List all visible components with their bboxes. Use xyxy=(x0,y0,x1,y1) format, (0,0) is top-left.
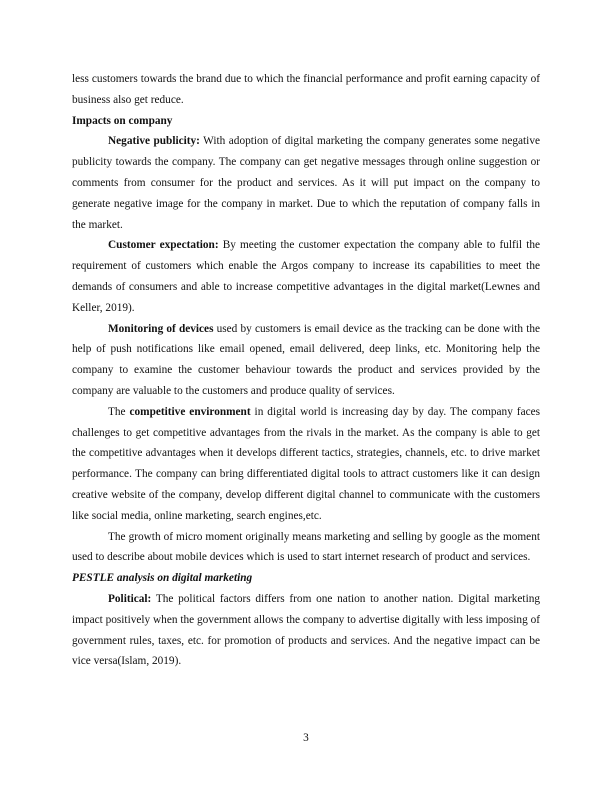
lead-competitive-environment: competitive environment xyxy=(129,405,251,418)
text-competitive-environment: in digital world is increasing day by day. The company faces challenges to get competitive advantages from the rivals in the market. As the company is able to get the competitive advantages when it develops different tactics, strategies, channels, etc. to drive market performance. The company can bring differentiated digital tools to attract customers like it can design creative website of the company, develop different digital channel to communicate with the customers like social media, online marketing, search engines,etc. xyxy=(72,405,541,522)
paragraph-intro: less customers towards the brand due to which the financial performance and profit earning capacity of business also get reduce. xyxy=(72,73,540,106)
text-monitoring-devices: used by customers is email device as the tracking can be done with the help of push notifications like email opened, email delivered, deep links, etc. Monitoring help the company to examine the customer behaviour towards the product and services provided by the company are valuable to the customers and produce quality of services. xyxy=(72,322,540,397)
lead-negative-publicity: Negative publicity: xyxy=(108,135,200,148)
lead-political: Political: xyxy=(108,592,152,605)
paragraph-negative-publicity xyxy=(72,131,540,235)
heading-impacts-on-company: Impacts on company xyxy=(72,114,173,127)
paragraph-competitive-environment xyxy=(72,402,540,527)
paragraph-micro-moment: The growth of micro moment originally means marketing and selling by google as the moment used to describe about mobile devices which is used to start internet research of product and services. xyxy=(72,530,540,564)
body-text xyxy=(72,69,540,672)
paragraph-customer-expectation xyxy=(72,235,540,318)
pre-competitive-environment: The xyxy=(108,405,130,418)
text-political: The political factors differs from one nation to another nation. Digital marketing impact positively when the government allows the company to advertise digitally with less imposing of government rules, taxes, etc. for promotion of products and services. And the negative impact can be vice versa(Islam, 2019). xyxy=(72,592,540,668)
lead-customer-expectation: Customer expectation: xyxy=(108,239,219,252)
text-negative-publicity: With adoption of digital marketing the company generates some negative publicity towards the company. The company can get negative messages through online suggestion or comments from consumer for the product and services. As it will put impact on the company to generate negative image for the company in market. Due to which the reputation of company falls in the market. xyxy=(72,135,540,231)
paragraph-political xyxy=(72,589,540,672)
heading-pestle-analysis: PESTLE analysis on digital marketing xyxy=(72,572,253,585)
lead-monitoring-devices: Monitoring of devices xyxy=(108,322,214,335)
text-customer-expectation: By meeting the customer expectation the company able to fulfil the requirement of customers which enable the Argos company to increase its capabilities to meet the demands of consumers and able to increase competitive advantages in the digital market(Lewnes and Keller, 2019). xyxy=(72,239,540,314)
page-number: 3 xyxy=(303,732,309,744)
paragraph-monitoring-devices xyxy=(72,319,540,402)
